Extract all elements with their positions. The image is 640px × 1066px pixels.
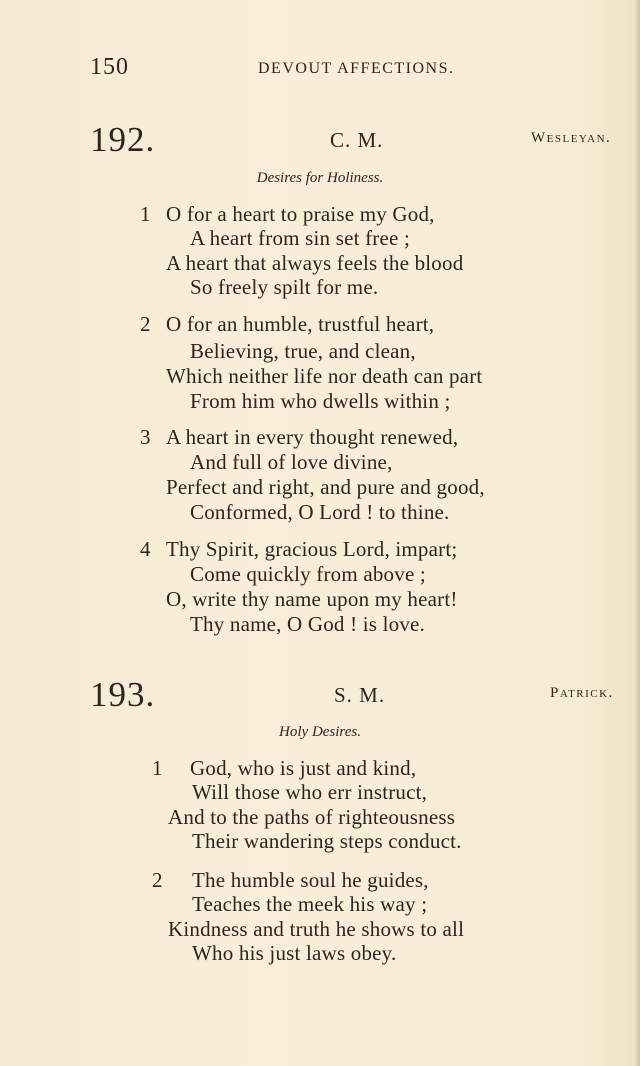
verse-line: Who his just laws obey. (192, 941, 397, 965)
verse-line: Which neither life nor death can part (166, 364, 483, 388)
verse-line: Come quickly from above ; (190, 562, 426, 586)
verse-line: So freely spilt for me. (190, 275, 379, 299)
page-number: 150 (90, 54, 129, 80)
verse-line: From him who dwells within ; (190, 389, 451, 413)
verse-line: O for an humble, trustful heart, (166, 312, 435, 336)
verse-line: Thy name, O God ! is love. (190, 612, 425, 636)
verse-line: Thy Spirit, gracious Lord, impart; (166, 537, 458, 561)
verse-line: A heart that always feels the blood (166, 251, 464, 275)
hymn-tune: Wesleyan. (531, 130, 612, 146)
verse-line: The humble soul he guides, (192, 868, 429, 892)
hymn-subtitle: Holy Desires. (279, 724, 361, 740)
verse-line: A heart in every thought renewed, (166, 425, 459, 449)
verse-number: 1 (152, 756, 163, 780)
hymn-tune: Patrick. (550, 685, 614, 701)
verse-line: O, write thy name upon my heart! (166, 587, 458, 611)
running-title: DEVOUT AFFECTIONS. (258, 60, 455, 77)
verse-line: Believing, true, and clean, (190, 339, 416, 363)
verse-line: O for a heart to praise my God, (166, 202, 435, 226)
verse-line: Teaches the meek his way ; (192, 892, 428, 916)
verse-line: Their wandering steps conduct. (192, 829, 462, 853)
verse-line: Will those who err instruct, (192, 780, 428, 804)
verse-line: A heart from sin set free ; (190, 226, 410, 250)
verse-line: Perfect and right, and pure and good, (166, 475, 485, 499)
verse-number: 3 (140, 425, 151, 449)
verse-number: 4 (140, 537, 151, 561)
hymn-number: 193. (90, 675, 156, 714)
running-head (0, 54, 640, 84)
hymn-meter: C. M. (330, 128, 384, 152)
hymn-subtitle: Desires for Holiness. (256, 170, 384, 186)
verse-number: 2 (152, 868, 163, 892)
verse-number: 1 (140, 202, 151, 226)
verse-number: 2 (140, 312, 151, 336)
verse-line: Kindness and truth he shows to all (168, 917, 465, 941)
hymn-meter: S. M. (334, 683, 386, 707)
hymn-header-192 (0, 120, 640, 160)
verse-line: God, who is just and kind, (190, 756, 417, 780)
hymn-number: 192. (90, 120, 156, 159)
verse-line: And full of love divine, (190, 450, 393, 474)
hymn-header-193 (0, 675, 640, 715)
verse-line: Conformed, O Lord ! to thine. (190, 500, 450, 524)
verse-line: And to the paths of righteousness (168, 805, 456, 829)
